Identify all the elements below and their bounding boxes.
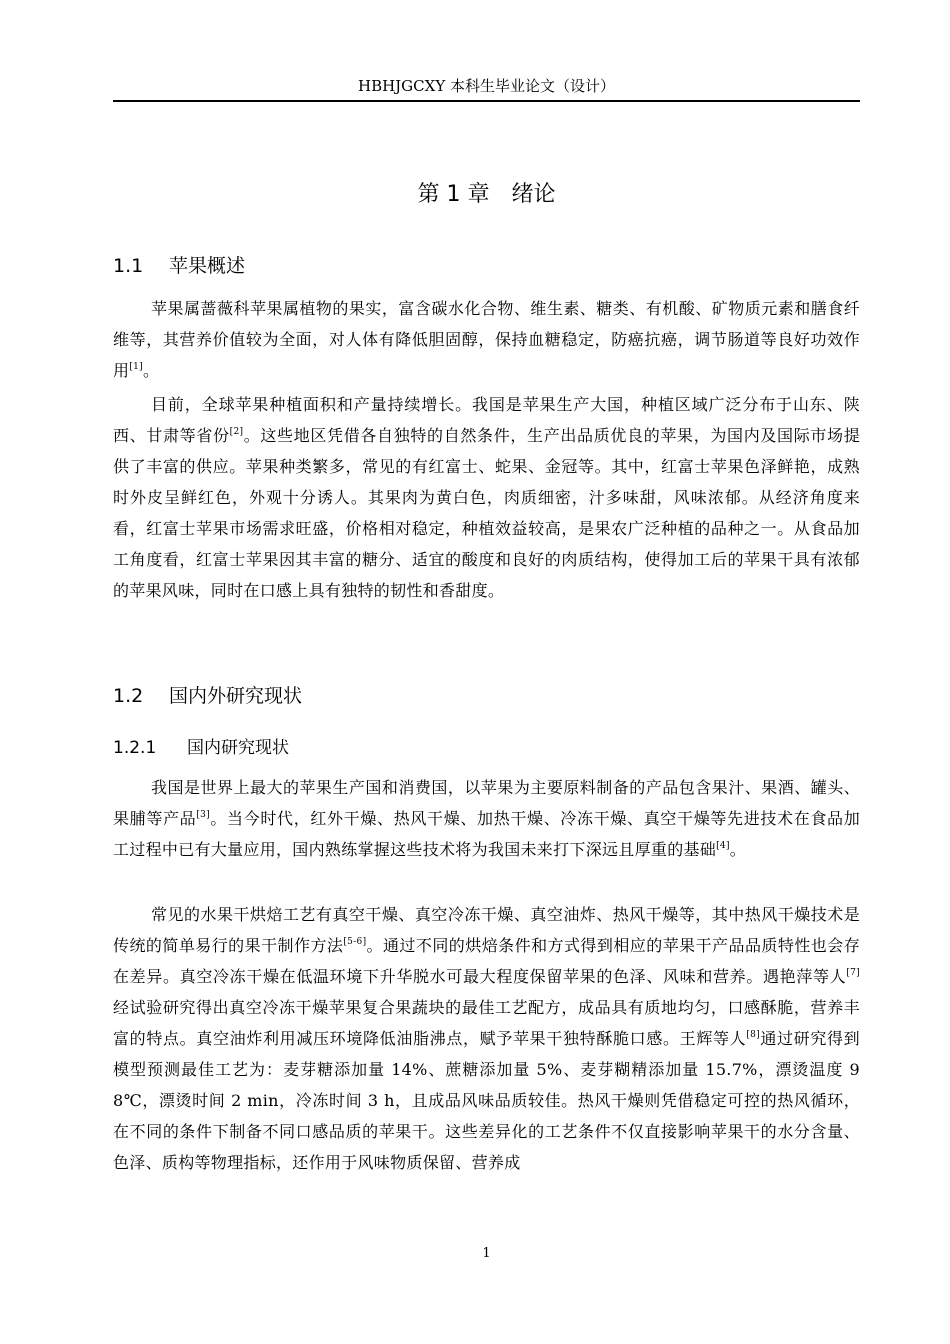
running-header: HBHJGCXY 本科生毕业论文（设计） xyxy=(357,77,615,95)
paragraph-text: 。 xyxy=(729,840,747,859)
paragraph-apple-production xyxy=(113,389,860,606)
header-rule xyxy=(113,100,860,102)
subsection-title: 国内研究现状 xyxy=(187,738,289,758)
citation: [3] xyxy=(196,810,210,820)
section-heading-1-1 xyxy=(113,253,245,279)
paragraph-text: 经试验研究得出真空冷冻干燥苹果复合果蔬块的最佳工艺配方，成品具有质地均匀，口感酥脆，营养丰富的特点。真空油炸利用减压环境降低油脂沸点，赋予苹果干独特酥脆口感。王辉等人 xyxy=(113,998,860,1048)
subsection-heading-1-2-1 xyxy=(113,736,289,760)
section-number: 1.1 xyxy=(113,255,144,277)
paragraph-apple-overview xyxy=(113,293,860,386)
citation: [4] xyxy=(716,841,730,851)
citation: [2] xyxy=(229,427,244,437)
citation: [7] xyxy=(846,968,860,978)
paragraph-text: 。这些地区凭借各自独特的自然条件，生产出品质优良的苹果，为国内及国际市场提供了丰富的供应。苹果种类繁多，常见的有红富士、蛇果、金冠等。其中，红富士苹果色泽鲜艳，成熟时外皮呈鲜红色，外观十分诱人。其果肉为黄白色，肉质细密，汁多味甜，风味浓郁。从经济角度来看，红富士苹果市场需求旺盛，价格相对稳定，种植效益较高，是果农广泛种植的品种之一。从食品加工角度看，红富士苹果因其丰富的糖分、适宜的酸度和良好的肉质结构，使得加工后的苹果干具有浓郁的苹果风味，同时在口感上具有独特的韧性和香甜度。 xyxy=(113,426,860,600)
paragraph-domestic-products xyxy=(113,772,860,865)
subsection-number: 1.2.1 xyxy=(113,738,157,758)
paragraph-drying-processes xyxy=(113,899,860,1178)
section-heading-1-2 xyxy=(113,683,302,709)
chapter-title: 第 1 章 绪论 xyxy=(417,182,556,207)
paragraph-text: 目前，全球苹果种植面积和产量持续增长。我国是苹果生产大国，种植区域广泛分布于山东、陕西、甘肃等省份 xyxy=(113,395,860,445)
citation: [8] xyxy=(746,1030,760,1040)
paragraph-text: 。当今时代，红外干燥、热风干燥、加热干燥、冷冻干燥、真空干燥等先进技术在食品加工过程中已有大量应用，国内熟练掌握这些技术将为我国未来打下深远且厚重的基础 xyxy=(113,809,860,859)
paragraph-text: 通过研究得到模型预测最佳工艺为：麦芽糖添加量 14%、蔗糖添加量 5%、麦芽糊精添加量 15.7%，漂烫温度 98℃，漂烫时间 2 min，冷冻时间 3 h，且成品风味品质较佳。热风干燥则凭借稳定可控的热风循环，在不同的条件下制备不同口感品质的苹果干。这些差异化的工艺条件不仅直接影响苹果干的水分含量、色泽、质构等物理指标，还作用于风味物质保留、营养成 xyxy=(113,1029,860,1172)
paragraph-text: 。通过不同的烘焙条件和方式得到相应的苹果干产品品质特性也会存在差异。真空冷冻干燥在低温环境下升华脱水可最大程度保留苹果的色泽、风味和营养。遇艳萍等人 xyxy=(113,936,860,986)
paragraph-text: 苹果属蔷薇科苹果属植物的果实，富含碳水化合物、维生素、糖类、有机酸、矿物质元素和膳食纤维等，其营养价值较为全面，对人体有降低胆固醇，保持血糖稳定，防癌抗癌，调节肠道等良好功效作用 xyxy=(113,299,860,380)
section-title: 国内外研究现状 xyxy=(169,685,303,707)
citation: [1] xyxy=(129,362,143,372)
citation: [5-6] xyxy=(343,937,367,947)
paragraph-text: 。 xyxy=(142,361,160,380)
paragraph-text: 常见的水果干烘焙工艺有真空干燥、真空冷冻干燥、真空油炸、热风干燥等，其中热风干燥技术是传统的简单易行的果干制作方法 xyxy=(113,905,860,955)
section-title: 苹果概述 xyxy=(169,255,246,277)
section-number: 1.2 xyxy=(113,685,144,707)
page-number: 1 xyxy=(482,1246,491,1261)
paragraph-text: 我国是世界上最大的苹果生产国和消费国，以苹果为主要原料制备的产品包含果汁、果酒、罐头、果脯等产品 xyxy=(113,778,860,828)
